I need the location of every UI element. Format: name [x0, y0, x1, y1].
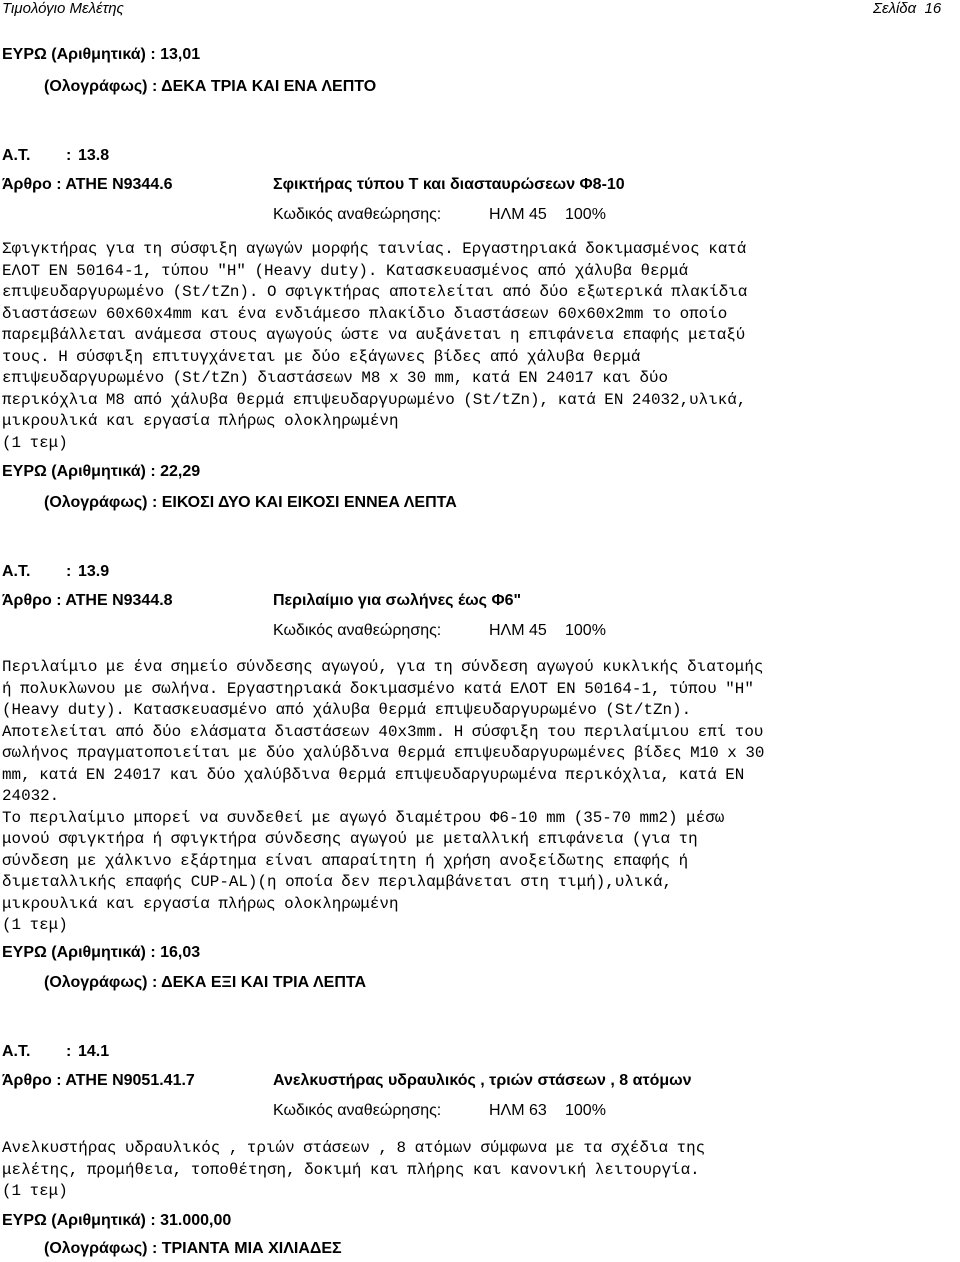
price-words-label: (Ολογράφως) :: [44, 974, 158, 991]
article-label: Άρθρο :: [2, 592, 62, 609]
description-line: διμεταλλικής επαφής CUP-AL)(η οποία δεν περιλαμβάνεται στη τιμή),υλικά,: [2, 873, 673, 891]
price-words-row: [44, 494, 457, 512]
description-line: επιψευδαργυρωμένο (St/tZn). Ο σφιγκτήρας αποτελείται από δύο εξωτερικά πλακίδια: [2, 283, 748, 301]
article-label: Άρθρο :: [2, 1072, 62, 1089]
price-words-row: [44, 1240, 342, 1258]
prev-price-words-row: [44, 78, 376, 96]
at-number: 14.1: [78, 1043, 110, 1060]
price-numeric-value: 31.000,00: [160, 1212, 232, 1229]
description-line: σύνδεση με χάλκινο εξάρτημα είναι απαραίτητη ή χρήση ανοξείδωτης επαφής ή: [2, 851, 689, 870]
revision-row: [273, 622, 606, 640]
description-line: Το περιλαίμιο μπορεί να συνδεθεί με αγωγό διαμέτρου Φ6-10 mm (35-70 mm2) μέσω: [2, 808, 725, 827]
revision-code-label: Κωδικός αναθεώρησης:: [273, 622, 442, 639]
price-words-label: (Ολογράφως) :: [44, 1240, 158, 1257]
item-description: [2, 239, 958, 454]
description-line: μικρουλικά και εργασία πλήρως ολοκληρωμένη: [2, 412, 399, 430]
item-at-row: [2, 147, 110, 165]
revision-row: [273, 206, 606, 224]
description-line: (Heavy duty). Κατασκευασμένο από χάλυβα θερμά επιψευδαργυρωμένο (St/tZn).: [2, 701, 692, 719]
article-code: ΑΤΗΕ Ν9344.6: [65, 176, 173, 193]
article-code: ΑΤΗΕ Ν9051.41.7: [65, 1072, 195, 1089]
description-line: mm, κατά ΕΝ 24017 και δύο χαλύβδινα θερμά επιψευδαργυρωμένα περικόχλια, κατά ΕΝ: [2, 765, 745, 784]
prev-price-numeric-row: [2, 46, 200, 64]
unit-label: (1 τεμ): [2, 916, 68, 934]
revision-percent: 100%: [565, 622, 606, 639]
at-number: 13.9: [78, 563, 110, 580]
document-title: Τιμολόγιο Μελέτης: [2, 0, 124, 17]
price-numeric-row: [2, 1212, 231, 1230]
description-line: μικρουλικά και εργασία πλήρως ολοκληρωμένη: [2, 894, 399, 913]
item-title: Ανελκυστήρας υδραυλικός , τριών στάσεων , 8 ατόμων: [273, 1072, 692, 1089]
description-line: Ανελκυστήρας υδραυλικός , τριών στάσεων , 8 ατόμων σύμφωνα με τα σχέδια της: [2, 1139, 706, 1157]
description-line: διαστάσεων 60x60x4mm και ένα ενδιάμεσο πλακίδιο διαστάσεων 60x60x2mm το οποίο: [2, 304, 728, 323]
description-line: Αποτελείται από δύο ελάσματα διαστάσεων 40x3mm. Η σύσφιξη του περιλαίμιου επί του: [2, 722, 764, 741]
item-title: Σφικτήρας τύπου Τ και διασταυρώσεων Φ8-10: [273, 176, 625, 193]
price-numeric-row: [2, 463, 200, 481]
description-line: Περιλαίμιο με ένα σημείο σύνδεσης αγωγού, για τη σύνδεση αγωγού κυκλικής διατομής: [2, 658, 764, 676]
item-at-row: [2, 1043, 110, 1061]
at-label: Α.Τ.: [2, 563, 31, 580]
at-colon: :: [66, 1043, 72, 1060]
price-numeric-label: ΕΥΡΩ (Αριθμητικά) :: [2, 46, 156, 63]
revision-percent: 100%: [565, 1102, 606, 1119]
item-at-row: [2, 563, 110, 581]
at-number: 13.8: [78, 147, 110, 164]
revision-code: ΗΛΜ 63: [489, 1102, 547, 1119]
article-code: ΑΤΗΕ Ν9344.8: [65, 592, 173, 609]
description-line: ή πολυκλωνου με σωλήνα. Εργαστηριακά δοκιμασμένο κατά ΕΛΟΤ ΕΝ 50164-1, τύπου "H": [2, 679, 754, 698]
price-numeric-value: 13,01: [160, 46, 201, 63]
price-numeric-value: 22,29: [160, 463, 201, 480]
revision-code-label: Κωδικός αναθεώρησης:: [273, 1102, 442, 1119]
revision-code: ΗΛΜ 45: [489, 206, 547, 223]
price-numeric-label: ΕΥΡΩ (Αριθμητικά) :: [2, 1212, 156, 1229]
item-article-row: [2, 592, 173, 610]
description-line: παρεμβάλλεται ανάμεσα στους αγωγούς ώστε να αυξάνεται η επιφάνεια επαφής μεταξύ: [2, 326, 746, 344]
price-words-value: ΕΙΚΟΣΙ ΔΥΟ ΚΑΙ ΕΙΚΟΣΙ ΕΝΝΕΑ ΛΕΠΤΑ: [161, 494, 457, 511]
price-words-label: (Ολογράφως) :: [44, 78, 158, 95]
revision-code: ΗΛΜ 45: [489, 622, 547, 639]
page-indicator: [873, 0, 941, 17]
page-number: 16: [924, 0, 942, 17]
item-title: Περιλαίμιο για σωλήνες έως Φ6": [273, 592, 522, 609]
revision-code-label: Κωδικός αναθεώρησης:: [273, 206, 442, 223]
price-words-value: ΤΡΙΑΝΤΑ ΜΙΑ ΧΙΛΙΑΔΕΣ: [161, 1240, 342, 1257]
price-words-row: [44, 974, 366, 992]
item-article-row: [2, 1072, 195, 1090]
at-label: Α.Τ.: [2, 1043, 31, 1060]
description-line: μονού σφιγκτήρα ή σφιγκτήρα σύνδεσης αγωγού με μεταλλική επιφάνεια (για τη: [2, 830, 698, 848]
description-line: τους. Η σύσφιξη επιτυγχάνεται με δύο εξάγωνες βίδες από χάλυβα θερμά: [2, 347, 641, 366]
description-line: 24032.: [2, 787, 60, 805]
price-words-label: (Ολογράφως) :: [44, 494, 158, 511]
at-colon: :: [66, 563, 72, 580]
unit-label: (1 τεμ): [2, 433, 68, 452]
page-label: Σελίδα: [873, 0, 917, 17]
description-line: Σφιγκτήρας για τη σύσφιξη αγωγών μορφής ταινίας. Εργαστηριακά δοκιμασμένος κατά: [2, 240, 747, 258]
article-label: Άρθρο :: [2, 176, 62, 193]
description-line: ΕΛΟΤ ΕΝ 50164-1, τύπου "H" (Heavy duty). Κατασκευασμένος από χάλυβα θερμά: [2, 261, 689, 280]
unit-label: (1 τεμ): [2, 1182, 68, 1200]
price-words-value: ΔΕΚΑ ΤΡΙΑ ΚΑΙ ΕΝΑ ΛΕΠΤΟ: [161, 78, 377, 95]
revision-percent: 100%: [565, 206, 606, 223]
description-line: σωλήνος πραγματοποιείται με δύο χαλύβδινα θερμά επιψευδαργυρωμένες βίδες M10 x 30: [2, 744, 765, 762]
item-description: [2, 657, 958, 937]
description-line: μελέτης, προμήθεια, τοποθέτηση, δοκιμή και πλήρης και κανονική λειτουργία.: [2, 1160, 700, 1179]
price-numeric-label: ΕΥΡΩ (Αριθμητικά) :: [2, 463, 156, 480]
page-header: [0, 0, 960, 20]
price-words-value: ΔΕΚΑ ΕΞΙ ΚΑΙ ΤΡΙΑ ΛΕΠΤΑ: [161, 974, 367, 991]
price-numeric-row: [2, 944, 200, 962]
description-line: επιψευδαργυρωμένο (St/tZn) διαστάσεων M8 x 30 mm, κατά ΕΝ 24017 και δύο: [2, 369, 669, 387]
price-numeric-value: 16,03: [160, 944, 201, 961]
item-article-row: [2, 176, 173, 194]
at-label: Α.Τ.: [2, 147, 31, 164]
price-numeric-label: ΕΥΡΩ (Αριθμητικά) :: [2, 944, 156, 961]
description-line: περικόχλια M8 από χάλυβα θερμά επιψευδαργυρωμένο (St/tZn), κατά ΕΝ 24032,υλικά,: [2, 390, 747, 409]
revision-row: [273, 1102, 606, 1120]
item-description: [2, 1138, 958, 1203]
at-colon: :: [66, 147, 72, 164]
